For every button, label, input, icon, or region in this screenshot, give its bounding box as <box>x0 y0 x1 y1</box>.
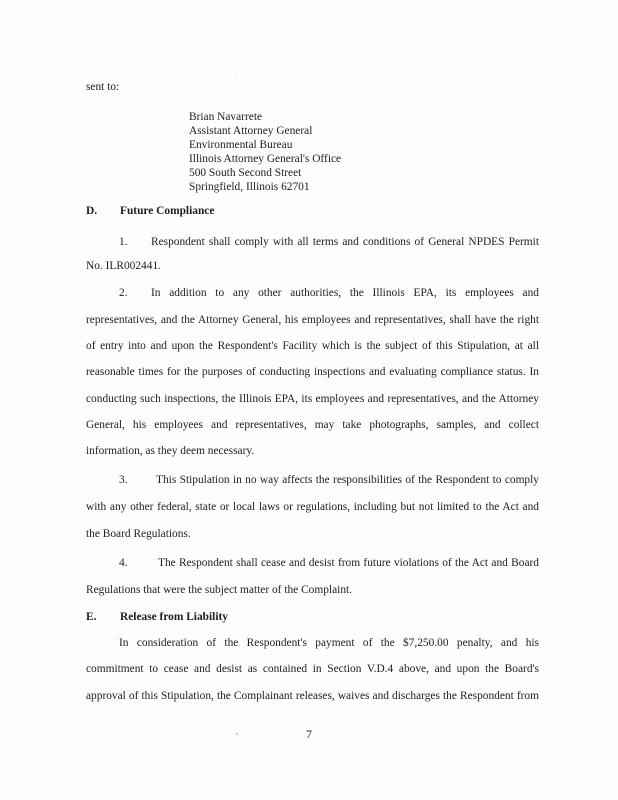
address-line: Brian Navarrete <box>189 111 263 123</box>
para2-line: conducting such inspections, the Illinois EPA, its employees and representatives, and the Attorney <box>86 393 539 405</box>
para3-line: This Stipulation in no way affects the responsibilities of the Respondent to comply <box>156 474 539 486</box>
section-d-title: Future Compliance <box>120 205 215 217</box>
para2-line: General, his employees and representatives, may take photographs, samples, and collect <box>86 419 539 431</box>
para5-line: approval of this Stipulation, the Complainant releases, waives and discharges the Respondent from <box>86 690 539 702</box>
address-line: Assistant Attorney General <box>189 125 313 137</box>
para2-line: In addition to any other authorities, the Illinois EPA, its employees and <box>151 287 539 299</box>
section-e-title: Release from Liability <box>120 611 228 623</box>
para1-line: Respondent shall comply with all terms and conditions of General NPDES Permit <box>151 236 539 248</box>
para5-line: In consideration of the Respondent's payment of the $7,250.00 penalty, and his <box>119 637 539 649</box>
para5-line: commitment to cease and desist as contained in Section V.D.4 above, and upon the Board's <box>86 663 539 675</box>
page-number: 7 <box>306 727 312 741</box>
para4-line: The Respondent shall cease and desist from future violations of the Act and Board <box>158 557 539 569</box>
section-d-letter: D. <box>86 205 98 217</box>
para3-number: 3. <box>119 474 128 486</box>
address-line: Environmental Bureau <box>189 139 293 151</box>
para2-line: of entry into and upon the Respondent's Facility which is the subject of this Stipulation, at all <box>86 340 539 352</box>
para1-last-line: No. ILR002441. <box>86 260 161 272</box>
para2-number: 2. <box>119 287 128 299</box>
intro-text: sent to: <box>86 81 120 93</box>
para4-last-line: Regulations that were the subject matter of the Complaint. <box>86 584 353 596</box>
para2-last-line: information, as they deem necessary. <box>86 445 255 457</box>
address-line: Springfield, Illinois 62701 <box>189 181 310 193</box>
para3-line: with any other federal, state or local laws or regulations, including but not limited to the Act and <box>86 501 539 513</box>
address-line: 500 South Second Street <box>189 167 302 179</box>
para2-line: representatives, and the Attorney General, his employees and representatives, shall have the right <box>86 314 539 326</box>
scan-speck <box>236 733 238 735</box>
scan-speck <box>236 77 237 78</box>
section-e-letter: E. <box>86 611 97 623</box>
para3-last-line: the Board Regulations. <box>86 528 191 540</box>
para1-number: 1. <box>119 236 128 248</box>
address-line: Illinois Attorney General's Office <box>189 153 342 165</box>
para2-line: reasonable times for the purposes of conducting inspections and evaluating compliance status. In <box>86 366 539 378</box>
para4-number: 4. <box>119 557 128 569</box>
